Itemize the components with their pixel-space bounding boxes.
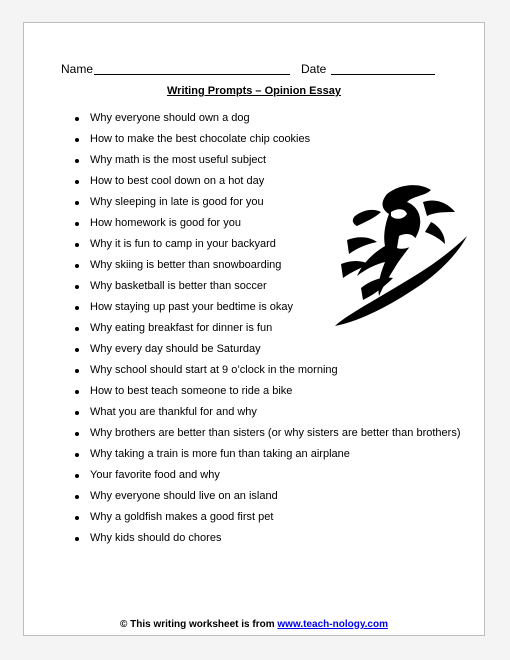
prompt-item: Why math is the most useful subject xyxy=(24,150,464,171)
footer xyxy=(24,619,484,630)
prompt-item: Why basketball is better than soccer xyxy=(24,276,464,297)
worksheet-page xyxy=(23,22,485,636)
footer-text: © This writing worksheet is from xyxy=(120,619,275,630)
prompt-item: Why everyone should own a dog xyxy=(24,108,464,129)
prompt-item: Why a goldfish makes a good first pet xyxy=(24,507,464,528)
prompt-item: Your favorite food and why xyxy=(24,465,464,486)
prompt-item: Why kids should do chores xyxy=(24,528,464,549)
name-label: Name xyxy=(61,62,94,76)
prompt-item: Why everyone should live on an island xyxy=(24,486,464,507)
prompt-item: How to best teach someone to ride a bike xyxy=(24,381,464,402)
prompt-item: What you are thankful for and why xyxy=(24,402,464,423)
prompt-item: How to make the best chocolate chip cookies xyxy=(24,129,464,150)
prompt-item: Why every day should be Saturday xyxy=(24,339,464,360)
prompt-item: How homework is good for you xyxy=(24,213,464,234)
footer-link[interactable]: www.teach-nology.com xyxy=(277,619,388,630)
name-date-row xyxy=(61,62,481,78)
snowboarder-icon xyxy=(327,176,472,326)
prompt-item: How staying up past your bedtime is okay xyxy=(24,297,464,318)
prompt-item: How to best cool down on a hot day xyxy=(24,171,464,192)
date-label: Date xyxy=(301,62,327,76)
page-title: Writing Prompts – Opinion Essay xyxy=(167,85,341,97)
prompt-item: Why school should start at 9 o’clock in the morning xyxy=(24,360,464,381)
prompt-item: Why taking a train is more fun than taking an airplane xyxy=(24,444,464,465)
prompt-item: Why it is fun to camp in your backyard xyxy=(24,234,464,255)
prompt-item: Why sleeping in late is good for you xyxy=(24,192,464,213)
prompt-item: Why skiing is better than snowboarding xyxy=(24,255,464,276)
date-field-line[interactable] xyxy=(331,62,435,75)
prompt-item: Why eating breakfast for dinner is fun xyxy=(24,318,464,339)
prompt-list xyxy=(24,108,464,549)
prompt-item: Why brothers are better than sisters (or why sisters are better than brothers) xyxy=(24,423,464,444)
name-field-line[interactable] xyxy=(94,62,290,75)
